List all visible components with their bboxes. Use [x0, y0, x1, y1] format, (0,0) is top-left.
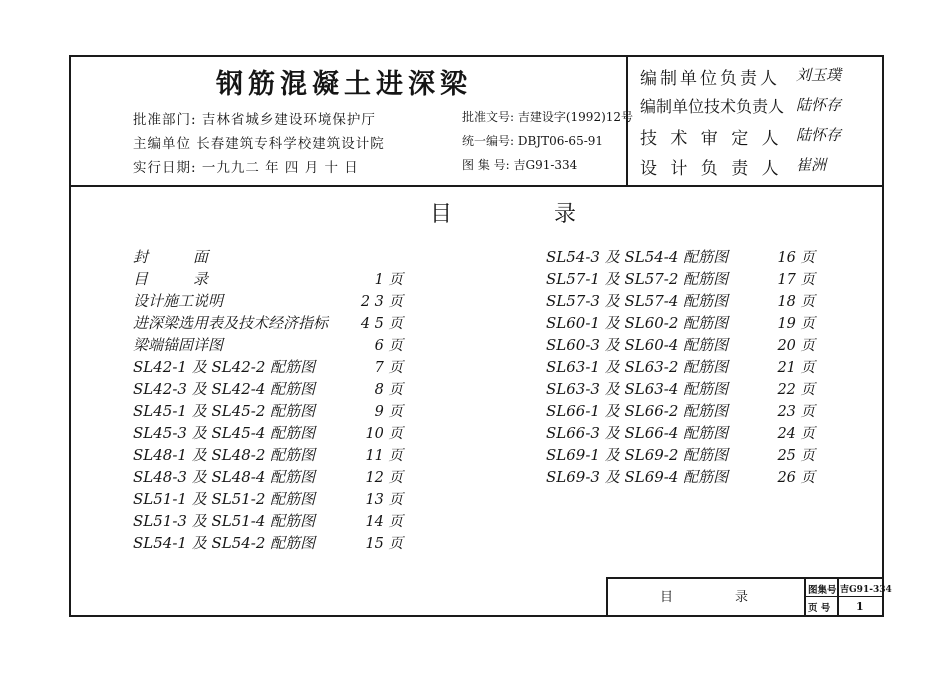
- toc-item-page: 13 页: [365, 492, 403, 508]
- signoff-name: 陆怀存: [796, 96, 842, 114]
- signoff-name: 崔洲: [796, 156, 827, 174]
- toc-item-title: SL42-3 及 SL42-4 配筋图: [133, 380, 316, 398]
- signoff-name: 刘玉璞: [796, 66, 842, 84]
- toc-item-title: SL51-1 及 SL51-2 配筋图: [133, 490, 316, 508]
- toc-item-title: SL63-1 及 SL63-2 配筋图: [546, 358, 729, 376]
- toc-item-title: SL60-1 及 SL60-2 配筋图: [546, 314, 729, 332]
- toc-item-page: 23 页: [777, 404, 815, 420]
- toc-item-title: 设计施工说明: [133, 292, 224, 310]
- title-block-top: [606, 577, 884, 579]
- title-block-left: [606, 577, 608, 617]
- toc-item-page: 15 页: [365, 536, 403, 552]
- toc-item-page: 11 页: [365, 448, 403, 464]
- toc-item-page: 9 页: [374, 404, 403, 420]
- toc-item-title: SL66-1 及 SL66-2 配筋图: [546, 402, 729, 420]
- toc-item-page: 7 页: [374, 360, 403, 376]
- signoff-label: 编制单位技术负责人: [640, 97, 785, 116]
- toc-item-page: 25 页: [777, 448, 815, 464]
- toc-item-page: 2 3 页: [360, 294, 403, 310]
- toc-item-page: 4 5 页: [360, 316, 403, 332]
- toc-item-title: SL54-3 及 SL54-4 配筋图: [546, 248, 729, 266]
- editor-unit: 主编单位 长春建筑专科学校建筑设计院: [133, 136, 385, 152]
- contents-heading: 目 录: [430, 202, 617, 227]
- toc-item-title: 目 录: [133, 270, 209, 288]
- page-number-label: 页 号: [808, 603, 831, 614]
- signoff-name: 陆怀存: [796, 126, 842, 144]
- toc-item-page: 17 页: [777, 272, 815, 288]
- toc-item-title: SL60-3 及 SL60-4 配筋图: [546, 336, 729, 354]
- toc-item-title: SL69-3 及 SL69-4 配筋图: [546, 468, 729, 486]
- toc-item-title: SL45-1 及 SL45-2 配筋图: [133, 402, 316, 420]
- toc-item-title: SL63-3 及 SL63-4 配筋图: [546, 380, 729, 398]
- toc-item-page: 8 页: [374, 382, 403, 398]
- toc-item-title: SL69-1 及 SL69-2 配筋图: [546, 446, 729, 464]
- toc-item-page: 1 页: [374, 272, 403, 288]
- toc-item-page: 18 页: [777, 294, 815, 310]
- toc-item-page: 26 页: [777, 470, 815, 486]
- toc-item-page: 12 页: [365, 470, 403, 486]
- atlas-number-label: 图集号: [808, 585, 837, 596]
- atlas-number-value: 吉G91-334: [840, 585, 892, 595]
- toc-item-title: SL57-3 及 SL57-4 配筋图: [546, 292, 729, 310]
- toc-item-title: SL54-1 及 SL54-2 配筋图: [133, 534, 316, 552]
- toc-item-page: 14 页: [365, 514, 403, 530]
- page-number-value: 1: [856, 600, 864, 613]
- toc-item-title: SL57-1 及 SL57-2 配筋图: [546, 270, 729, 288]
- toc-item-page: 20 页: [777, 338, 815, 354]
- toc-item-title: 梁端锚固详图: [133, 336, 224, 354]
- toc-item-title: SL51-3 及 SL51-4 配筋图: [133, 512, 316, 530]
- toc-item-title: 进深梁选用表及技术经济指标: [133, 314, 329, 332]
- signoff-label: 技 术 审 定 人: [640, 129, 783, 149]
- atlas-number: 图 集 号: 吉G91-334: [462, 158, 578, 172]
- atlas-title: 钢筋混凝土进深梁: [216, 69, 472, 100]
- toc-item-page: 19 页: [777, 316, 815, 332]
- toc-item-title: SL42-1 及 SL42-2 配筋图: [133, 358, 316, 376]
- unified-number: 统一编号: DBJT06-65-91: [462, 134, 604, 148]
- toc-item-page: 6 页: [374, 338, 403, 354]
- toc-item-title: SL66-3 及 SL66-4 配筋图: [546, 424, 729, 442]
- toc-item-page: 22 页: [777, 382, 815, 398]
- toc-item-title: SL48-1 及 SL48-2 配筋图: [133, 446, 316, 464]
- toc-item-page: 10 页: [365, 426, 403, 442]
- header-divider: [69, 185, 884, 187]
- title-block-row-divider: [804, 596, 884, 597]
- toc-item-page: 21 页: [777, 360, 815, 376]
- title-block-label: 目录: [660, 590, 811, 605]
- title-block-divider: [837, 577, 839, 617]
- signoff-label: 编制单位负责人: [640, 69, 780, 89]
- approval-department: 批准部门: 吉林省城乡建设环境保护厅: [133, 112, 376, 128]
- effective-date: 实行日期: 一九九二 年 四 月 十 日: [133, 160, 359, 176]
- toc-item-page: 16 页: [777, 250, 815, 266]
- toc-item-title: SL45-3 及 SL45-4 配筋图: [133, 424, 316, 442]
- toc-item-title: 封 面: [133, 248, 209, 266]
- approval-doc-number: 批准文号: 吉建设字(1992)12号: [462, 110, 634, 124]
- toc-item-page: 24 页: [777, 426, 815, 442]
- toc-item-title: SL48-3 及 SL48-4 配筋图: [133, 468, 316, 486]
- signoff-label: 设 计 负 责 人: [640, 159, 783, 179]
